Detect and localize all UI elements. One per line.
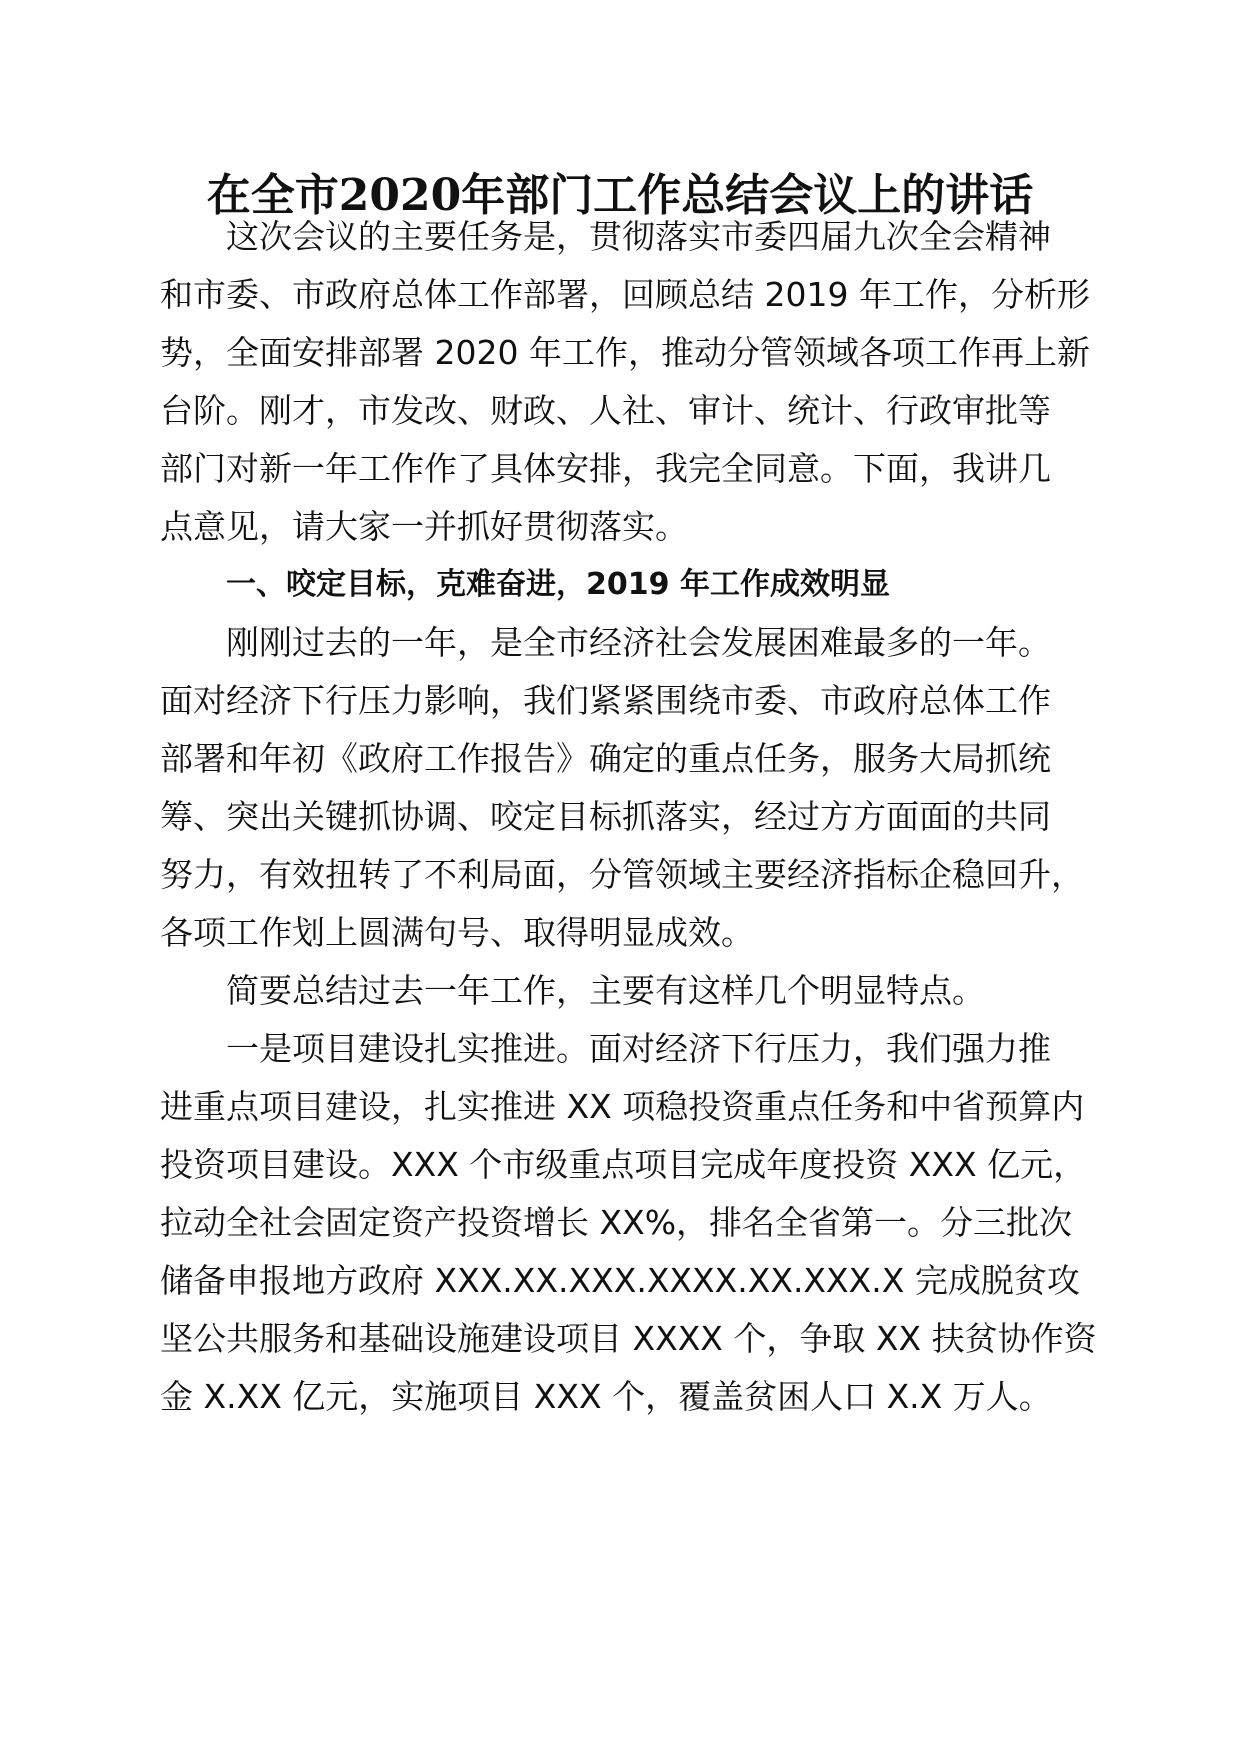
body-line: 刚刚过去的一年，是全市经济社会发展困难最多的一年。 — [226, 623, 1051, 662]
body-line: 点意见，请大家一并抓好贯彻落实。 — [160, 507, 688, 546]
body-line: 坚公共服务和基础设施建设项目 XXXX 个，争取 XX 扶贫协作资 — [160, 1319, 1097, 1358]
body-line: 部门对新一年工作作了具体安排，我完全同意。下面，我讲几 — [160, 449, 1051, 488]
body-line: 面对经济下行压力影响，我们紧紧围绕市委、市政府总体工作 — [160, 681, 1051, 720]
body-line: 部署和年初《政府工作报告》确定的重点任务，服务大局抓统 — [160, 739, 1051, 778]
body-line: 努力，有效扭转了不利局面，分管领域主要经济指标企稳回升， — [160, 855, 1084, 894]
body-line: 各项工作划上圆满句号、取得明显成效。 — [160, 913, 754, 952]
body-line: 筹、突出关键抓协调、咬定目标抓落实，经过方方面面的共同 — [160, 797, 1051, 836]
body-line: 和市委、市政府总体工作部署，回顾总结 2019 年工作，分析形 — [160, 275, 1090, 314]
document-title: 在全市2020年部门工作总结会议上的讲话 — [206, 170, 1034, 221]
body-line: 储备申报地方政府 XXX.XX.XXX.XXXX.XX.XXX.X 完成脱贫攻 — [160, 1261, 1080, 1300]
body-line: 投资项目建设。XXX 个市级重点项目完成年度投资 XXX 亿元， — [160, 1145, 1087, 1184]
body-line: 进重点项目建设，扎实推进 XX 项稳投资重点任务和中省预算内 — [160, 1087, 1085, 1126]
body-line: 势，全面安排部署 2020 年工作，推动分管领域各项工作再上新 — [160, 333, 1090, 372]
body-line: 简要总结过去一年工作，主要有这样几个明显特点。 — [226, 971, 985, 1010]
body-line: 拉动全社会固定资产投资增长 XX%，排名全省第一。分三批次 — [160, 1203, 1073, 1242]
body-line: 一是项目建设扎实推进。面对经济下行压力，我们强力推 — [226, 1029, 1051, 1068]
body-line: 这次会议的主要任务是，贯彻落实市委四届九次全会精神 — [226, 217, 1051, 256]
body-line: 金 X.XX 亿元，实施项目 XXX 个，覆盖贫困人口 X.X 万人。 — [160, 1377, 1052, 1416]
section-heading: 一、咬定目标，克难奋进，2019 年工作成效明显 — [226, 567, 890, 602]
body-line: 台阶。刚才，市发改、财政、人社、审计、统计、行政审批等 — [160, 391, 1051, 430]
